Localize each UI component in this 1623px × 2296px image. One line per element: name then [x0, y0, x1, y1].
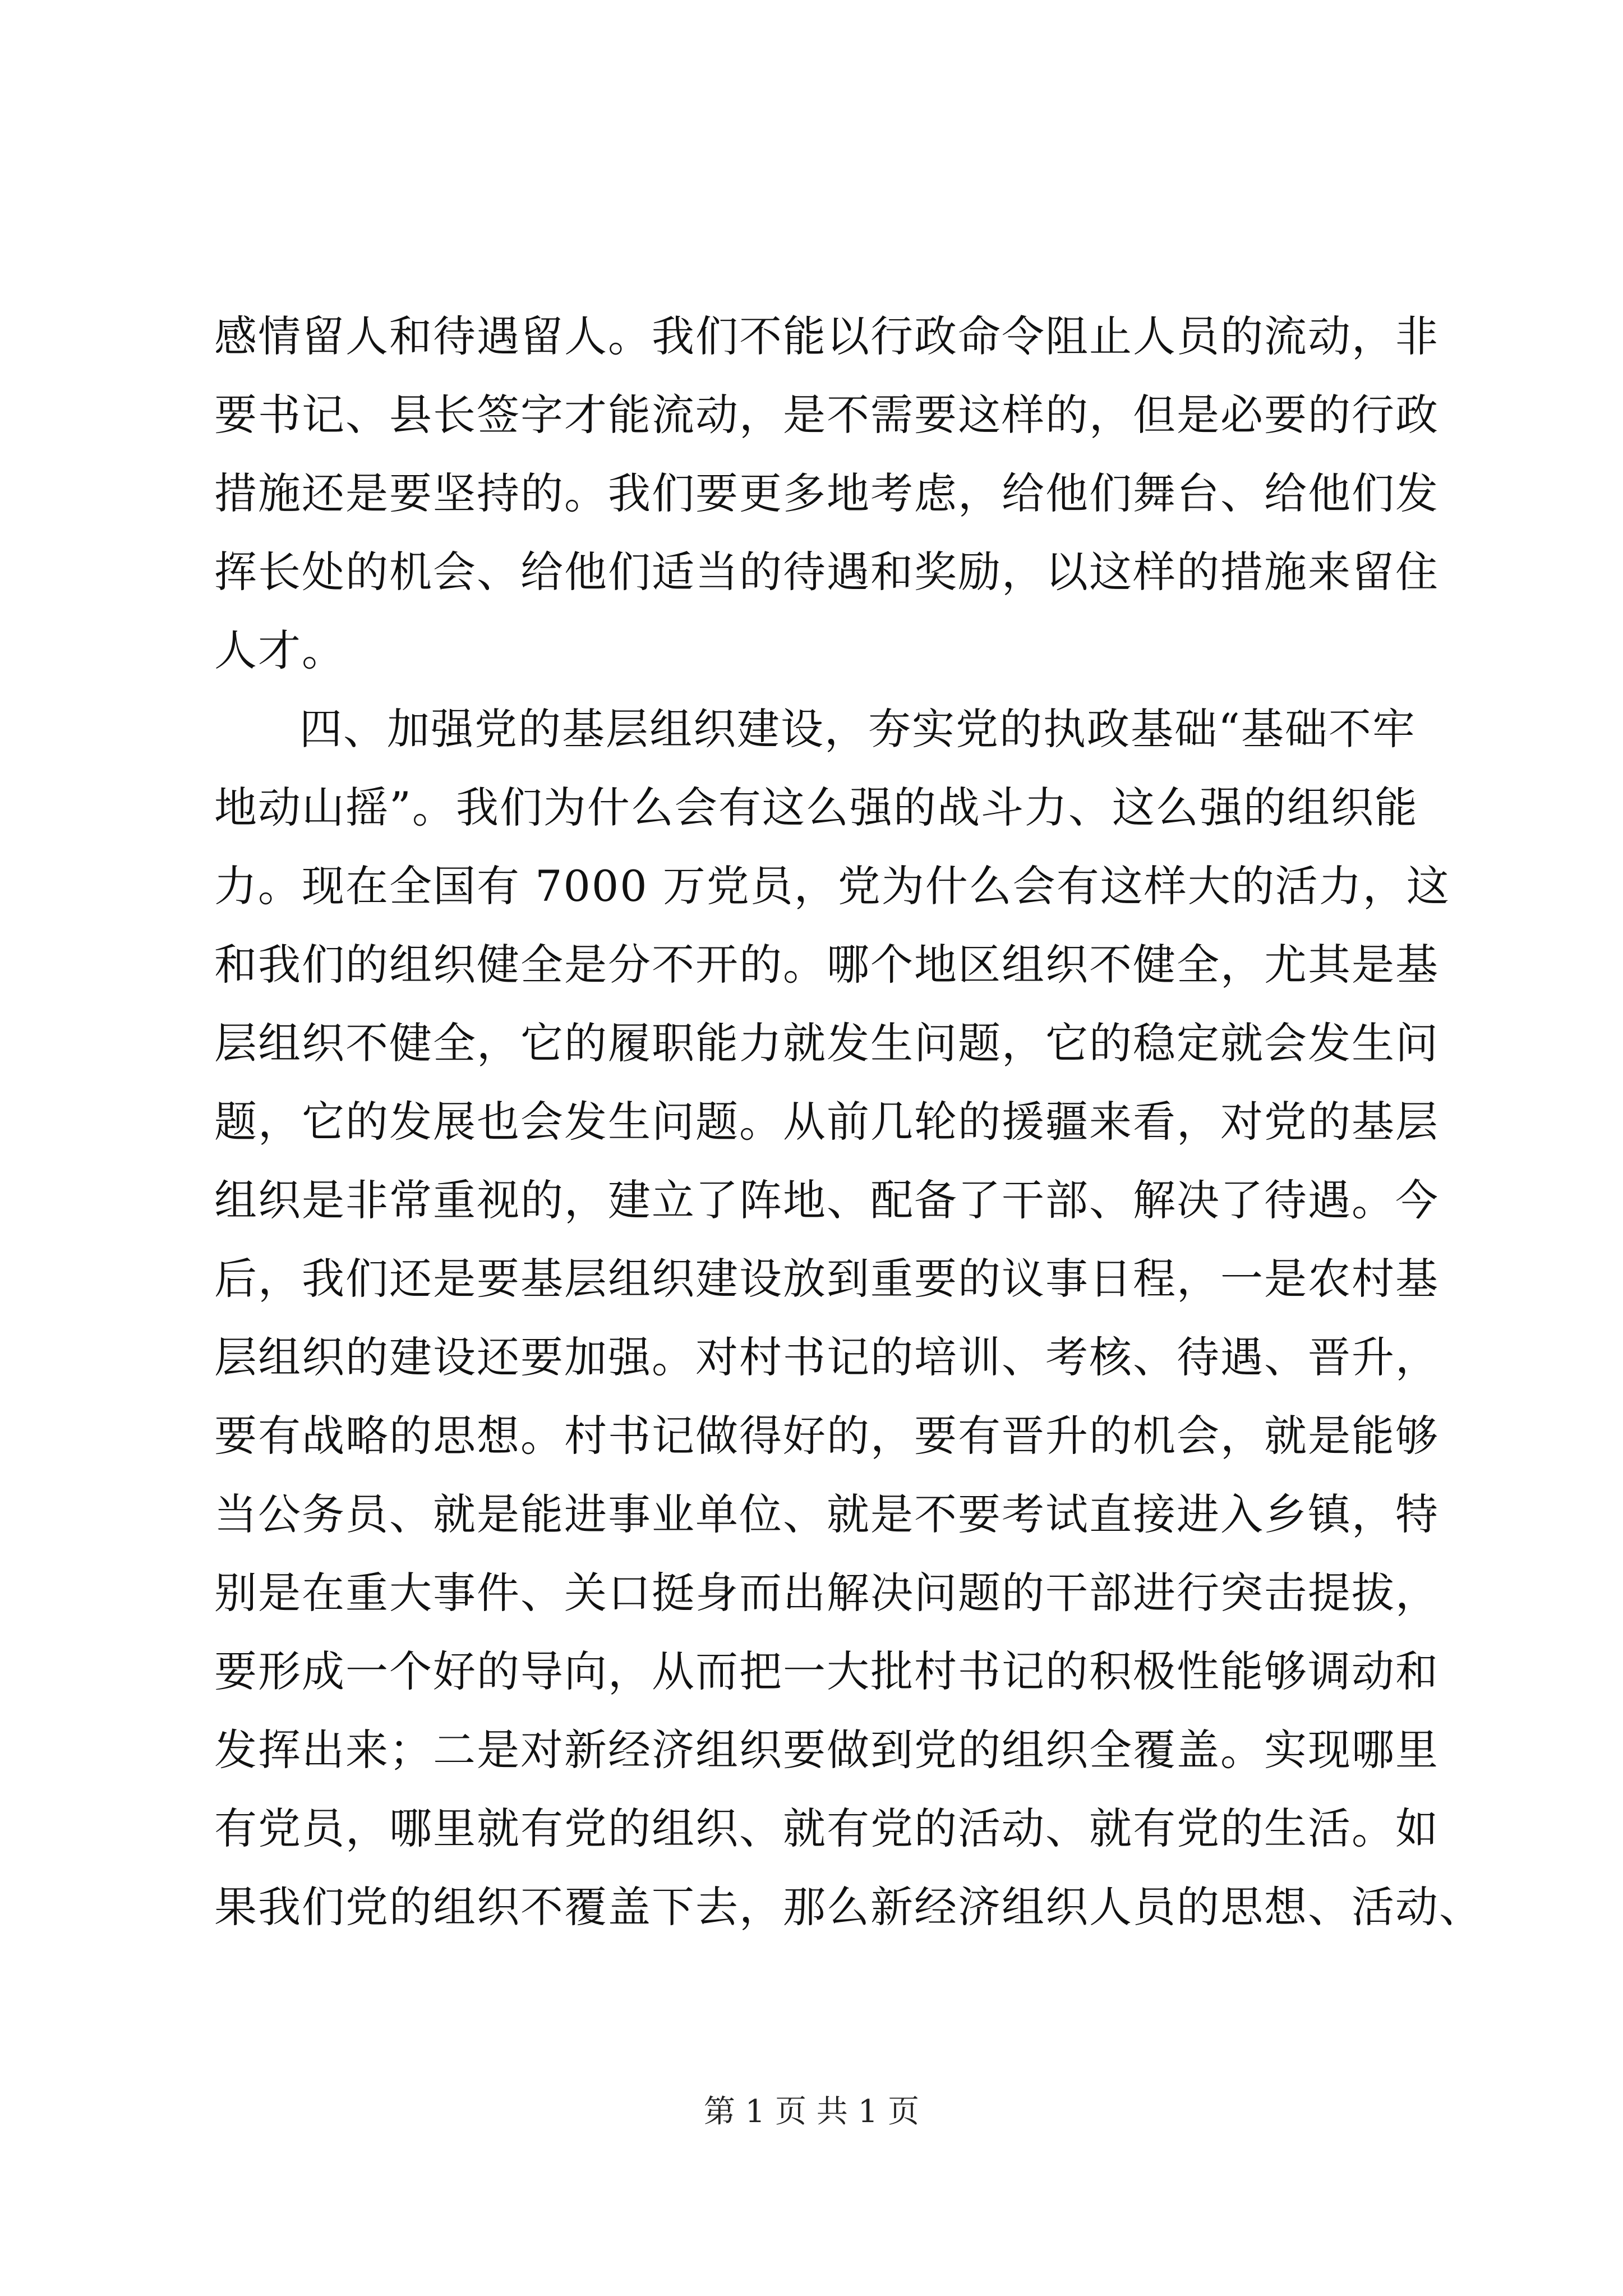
text-line: 当公务员、就是能进事业单位、就是不要考试直接进入乡镇，特	[214, 1489, 1439, 1539]
text-line: 要有战略的思想。村书记做得好的，要有晋升的机会，就是能够	[214, 1411, 1439, 1461]
page-footer: 第 1 页 共 1 页	[703, 2093, 920, 2130]
text-line: 感情留人和待遇留人。我们不能以行政命令阻止人员的流动，非	[214, 311, 1439, 361]
text-line: 果我们党的组织不覆盖下去，那么新经济组织人员的思想、活动、	[214, 1882, 1483, 1932]
text-line: 层组织不健全，它的履职能力就发生问题，它的稳定就会发生问	[214, 1018, 1439, 1068]
text-line: 力。现在全国有 7000 万党员，党为什么会有这样大的活力，这	[214, 861, 1450, 911]
paragraph-heading-line: 四、加强党的基层组织建设，夯实党的执政基础“基础不牢	[299, 704, 1416, 754]
text-line: 组织是非常重视的，建立了阵地、配备了干部、解决了待遇。今	[214, 1175, 1439, 1225]
document-body	[214, 297, 1483, 1947]
text-line: 挥长处的机会、给他们适当的待遇和奖励，以这样的措施来留住	[214, 547, 1439, 597]
text-line: 和我们的组织健全是分不开的。哪个地区组织不健全，尤其是基	[214, 940, 1439, 990]
text-line: 题，它的发展也会发生问题。从前几轮的援疆来看，对党的基层	[214, 1097, 1439, 1147]
text-line: 后，我们还是要基层组织建设放到重要的议事日程，一是农村基	[214, 1254, 1439, 1304]
text-line: 人才。	[214, 625, 345, 675]
text-line: 要书记、县长签字才能流动，是不需要这样的，但是必要的行政	[214, 390, 1439, 440]
text-line: 措施还是要坚持的。我们要更多地考虑，给他们舞台、给他们发	[214, 468, 1439, 518]
text-line: 层组织的建设还要加强。对村书记的培训、考核、待遇、晋升，	[214, 1332, 1439, 1382]
text-line: 发挥出来；二是对新经济组织要做到党的组织全覆盖。实现哪里	[214, 1725, 1439, 1775]
text-line: 地动山摇”。我们为什么会有这么强的战斗力、这么强的组织能	[214, 783, 1418, 832]
text-line: 要形成一个好的导向，从而把一大批村书记的积极性能够调动和	[214, 1646, 1439, 1696]
text-line: 有党员，哪里就有党的组织、就有党的活动、就有党的生活。如	[214, 1803, 1439, 1853]
text-line: 别是在重大事件、关口挺身而出解决问题的干部进行突击提拔，	[214, 1568, 1439, 1618]
